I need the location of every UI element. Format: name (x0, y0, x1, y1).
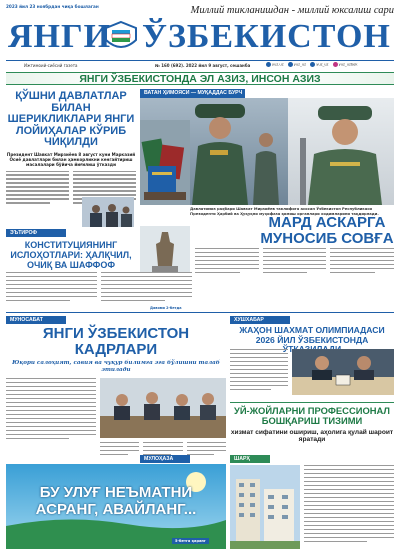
mulohaza-tag: МУЛОҲАЗА (140, 455, 190, 463)
meeting-photo (100, 378, 226, 438)
housing-section (230, 402, 394, 444)
constitution-headline: КОНСТИТУЦИЯНИНГ ИСЛОҲОТЛАРИ: ҲАЛҚЧИЛ, ОЧИҚ ВА ШАФФОФ (10, 240, 132, 270)
housing-photo (230, 465, 300, 549)
main-banner (6, 72, 394, 85)
munosabat-section (6, 316, 226, 374)
banner-headline: ЯНГИ ЎЗБЕКИСТОНДА ЭЛ АЗИЗ, ИНСОН АЗИЗ (79, 73, 321, 85)
gift-headline (260, 215, 394, 247)
lead-photo (82, 197, 134, 227)
munosabat-headline-line1: ЯНГИ ЎЗБЕКИСТОН (42, 325, 190, 342)
lead-subhead: Президент Шавкат Мирзиёев 8 август куни Марказий Осиё давлатлари билан ҳамкорликни кенгайтириш масалалари бўйича йиғилиш ўтказди (6, 151, 136, 167)
founded-note: 2023 йил 23 ноябрдан чиқа бошлаган (6, 4, 99, 9)
social-link[interactable]: yuz_uz (293, 62, 307, 67)
photo-caption: Давлатимиз раҳбари Шавкат Мирзиёев таклифига асосан Ўзбекистон Республикаси Президенти Ҳарбий ва Ҳуқуқни муҳофаза қилиш органлари ходимларини тақдирлади. (190, 207, 379, 216)
monument-photo (140, 226, 190, 273)
social-link[interactable]: yuz_uzbek (338, 62, 358, 67)
mulohaza-page-ref[interactable]: 5-бетга қаранг (172, 538, 209, 544)
housing-headline: УЙ-ЖОЙЛАРНИ ПРОФЕССИОНАЛ БОШҚАРИШ ТИЗИМИ (233, 405, 390, 427)
instagram-icon (333, 62, 338, 67)
chess-body-text (230, 349, 288, 393)
housing-subhead: хизмат сифатини ошириш, аҳолига қулай шароит яратади (230, 428, 394, 444)
housing-tag: ШАРҲ (230, 455, 270, 463)
munosabat-subhead: Юқори салоҳият, савия ва чуқур билимга эга бўлишни талаб этилади (12, 360, 220, 373)
mulohaza-headline-line1: БУ УЛУҒ НЕЪМАТНИ (39, 484, 193, 501)
masthead-slogan: Миллий тикланишдан - миллий юксалиш сари (190, 5, 394, 16)
globe-icon (266, 62, 271, 67)
section-divider (6, 312, 394, 313)
masthead-rule (6, 60, 394, 61)
photo-story-tag (140, 89, 245, 98)
mulohaza-headline (6, 484, 226, 518)
facebook-icon (310, 62, 315, 67)
gift-headline-line1: МАРД АСКАРГА (268, 214, 386, 231)
telegram-icon (288, 62, 293, 67)
constitution-tag: ЭЪТИРОФ (6, 229, 66, 237)
lead-headline: ҚЎШНИ ДАВЛАТЛАР БИЛАН ШЕРИКЛИКЛАРИ ЯНГИ ЛОЙИҲАЛАР КЎРИБ ЧИҚИЛДИ (7, 90, 135, 148)
chess-headline: ЖАҲОН ШАХМАТ ОЛИМПИАДАСИ 2026 ЙИЛ ЎЗБЕКИСТОНДА (239, 325, 385, 345)
social-links (266, 62, 357, 67)
issue-info: № 160 (692). 2022 йил 9 август, сешанба (155, 63, 251, 68)
gift-body-text (195, 248, 394, 276)
munosabat-headline-line2: КАДРЛАРИ (74, 341, 158, 358)
mulohaza-headline-line2: АСРАНГ, АВАЙЛАНГ... (35, 501, 197, 518)
social-link[interactable]: yuz_uz (316, 62, 329, 67)
munosabat-tag: МУНОСАБАТ (6, 316, 66, 324)
chess-photo (292, 349, 394, 395)
gift-headline-line2: МУНОСИБ СОВҒА (260, 230, 394, 247)
continue-ref[interactable]: Давоми 2-бетда (150, 306, 182, 310)
chess-tag: ХУШХАБАР (230, 316, 290, 324)
masthead-title-right: ЎЗБЕКИСТОН (142, 18, 391, 55)
masthead-title-left: ЯНГИ (8, 18, 112, 55)
constitution-section (6, 229, 136, 270)
masthead (0, 0, 400, 68)
photo-story-tag-label: ВАТАН ҲИМОЯСИ — МУҚАДДАС БУРЧ (144, 90, 243, 96)
constitution-body-text (6, 272, 192, 304)
flag-emblem (103, 20, 139, 54)
munosabat-body-text (6, 378, 96, 442)
social-link[interactable]: yuz.uz (272, 62, 284, 67)
housing-body-text (304, 465, 394, 545)
masthead-subtitle: Ижтимоий-сиёсий газета (24, 63, 78, 68)
gift-books-photo (140, 120, 190, 205)
